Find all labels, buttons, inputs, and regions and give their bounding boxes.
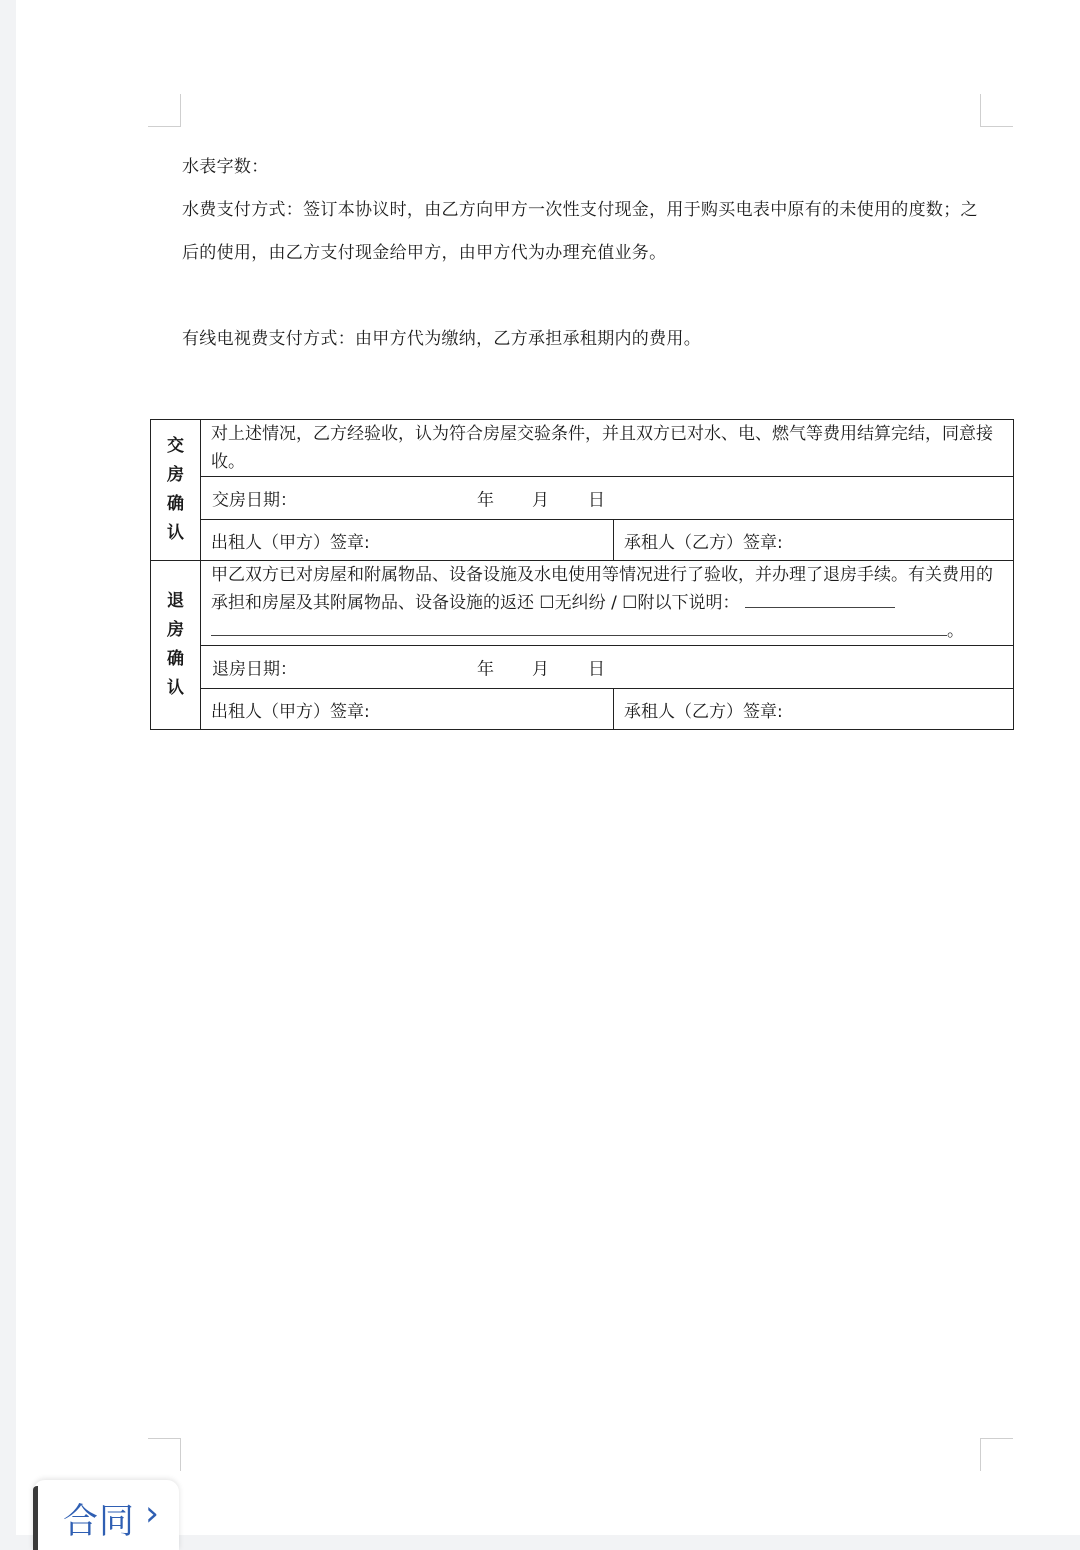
chevron-right-icon: › (145, 1494, 159, 1534)
cable-payment-text: 有线电视费支付方式：由甲方代为缴纳，乙方承担承租期内的费用。 (182, 329, 701, 349)
return-side-label: 退房确认 (151, 561, 201, 730)
explain-blank-line-long[interactable] (211, 619, 947, 636)
handover-side-label: 交房确认 (151, 420, 201, 561)
page-corner-mark (980, 94, 1013, 127)
no-dispute-checkbox[interactable]: ☐无纠纷 (539, 593, 606, 613)
return-lessor-sign: 出租人（甲方）签章: (201, 689, 614, 730)
handover-date-row (201, 477, 1014, 520)
handover-lessee-sign: 承租人（乙方）签章: (614, 520, 1014, 561)
handover-statement: 对上述情况，乙方经验收，认为符合房屋交验条件，并且双方已对水、电、燃气等费用结算完结，同意接收。 (201, 420, 1014, 477)
contract-tab-button[interactable] (33, 1480, 179, 1550)
return-statement (201, 561, 1014, 646)
return-statement-text: 甲乙双方已对房屋和附属物品、设备设施及水电使用等情况进行了验收，并办理了退房手续。有关费用的承担和房屋及其附属物品、设备设施的返还 (211, 565, 993, 613)
option-separator: / (611, 593, 617, 613)
page-corner-mark (148, 94, 181, 127)
explain-checkbox[interactable]: ☐附以下说明： (622, 593, 740, 613)
handover-month-label: 月 (532, 490, 549, 511)
handover-day-label: 日 (588, 490, 605, 511)
water-payment-text: 水费支付方式：签订本协议时，由乙方向甲方一次性支付现金，用于购买电表中原有的未使用的度数；之后的使用，由乙方支付现金给甲方，由甲方代为办理充值业务。 (182, 200, 978, 263)
confirmation-table (150, 419, 1014, 730)
return-day-label: 日 (588, 659, 605, 680)
tab-edge (33, 1486, 38, 1550)
return-lessee-sign: 承租人（乙方）签章: (614, 689, 1014, 730)
contract-tab-label: 合同 (63, 1502, 136, 1542)
return-date-row (201, 646, 1014, 689)
end-mark: 。 (947, 621, 964, 641)
explain-blank-line[interactable] (745, 591, 895, 608)
water-reading-text: 水表字数： (182, 157, 269, 177)
handover-date-label: 交房日期： (212, 490, 297, 511)
return-month-label: 月 (532, 659, 549, 680)
return-year-label: 年 (477, 659, 494, 680)
page-corner-mark (980, 1438, 1013, 1471)
return-date-label: 退房日期： (212, 659, 297, 680)
page-corner-mark (148, 1438, 181, 1471)
handover-year-label: 年 (477, 490, 494, 511)
handover-lessor-sign: 出租人（甲方）签章: (201, 520, 614, 561)
